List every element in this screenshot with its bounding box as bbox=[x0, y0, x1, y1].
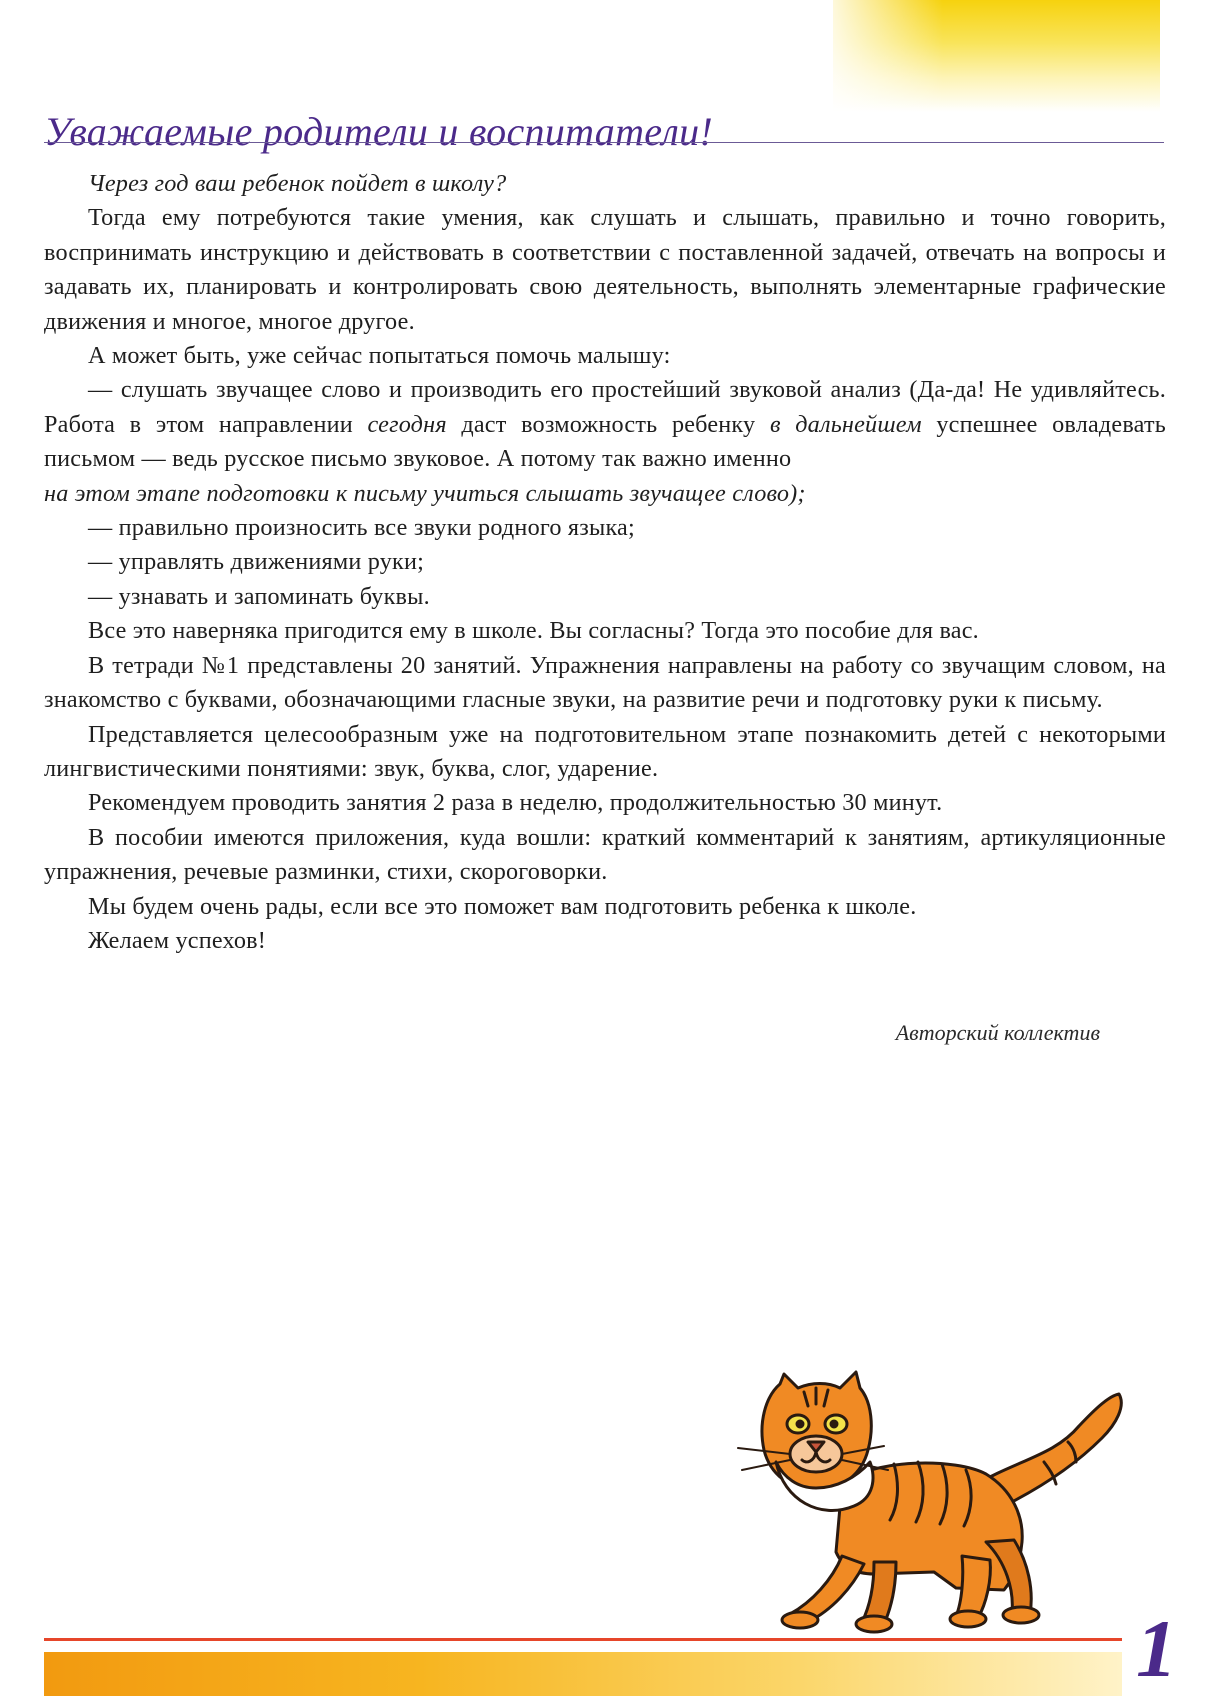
list-item-hand-movements: — управлять движениями руки; bbox=[88, 548, 425, 576]
corner-decoration bbox=[833, 0, 1160, 112]
list-item-text: успешнее овладевать письмом — ведь русское письмо звуковое. А потому так важно именно bbox=[44, 410, 1166, 473]
paragraph-agree: Все это наверняка пригодится ему в школе. Вы согласны? Тогда это пособие для вас. bbox=[88, 617, 979, 645]
paragraph-glad: Мы будем очень рады, если все это поможет вам подготовить ребенка к школе. bbox=[88, 892, 917, 920]
paragraph-list-item-continuation: на этом этапе подготовки к письму учиться слышать звучащее слово); bbox=[44, 479, 806, 507]
page-number: 1 bbox=[1136, 1603, 1177, 1694]
footer-rule bbox=[44, 1638, 1122, 1641]
paragraph-list-item-listening bbox=[44, 373, 1166, 476]
paragraph-skills: Тогда ему потребуются такие умения, как слушать и слышать, правильно и точно говорить, воспринимать инструкцию и действовать в соответствии с поставленной задачей, отвечать на вопросы и задавать их, планировать и контролировать свою деятельность, выполнять элементарные графические движения и многое, многое другое. bbox=[44, 204, 1166, 335]
list-item-letters: — узнавать и запоминать буквы. bbox=[88, 582, 430, 610]
emphasis-today: сегодня bbox=[367, 410, 447, 438]
emphasis-future: в дальнейшем bbox=[769, 410, 922, 438]
paragraph-appendix: В пособии имеются приложения, куда вошли: краткий комментарий к занятиям, артикуляционные упражнения, речевые разминки, стихи, скороговорки. bbox=[44, 823, 1166, 886]
paragraph-question: Через год ваш ребенок пойдет в школу? bbox=[88, 170, 507, 197]
signature: Авторский коллектив bbox=[895, 1020, 1100, 1045]
list-item-text: — слушать звучащее слово и производить его простейший звуковой анализ (Да-да! Не удивляйтесь. Работа в этом направлении bbox=[44, 376, 1166, 438]
title-underline bbox=[44, 142, 1164, 143]
list-item-text: даст возможность ребенку bbox=[461, 410, 756, 438]
paragraph-linguistic: Представляется целесообразным уже на подготовительном этапе познакомить детей с некоторыми лингвистическими понятиями: звук, буква, слог, ударение. bbox=[44, 720, 1166, 782]
footer-band bbox=[44, 1652, 1122, 1696]
paragraph-intro-list: А может быть, уже сейчас попытаться помочь малышу: bbox=[88, 342, 671, 370]
page-title: Уважаемые родители и воспитатели! bbox=[44, 109, 714, 154]
list-item-pronunciation: — правильно произносить все звуки родного языка; bbox=[88, 514, 635, 542]
letter-body bbox=[44, 167, 1166, 958]
paragraph-schedule: Рекомендуем проводить занятия 2 раза в неделю, продолжительностью 30 минут. bbox=[88, 789, 943, 817]
cat-illustration bbox=[724, 1366, 1130, 1636]
paragraph-wishes: Желаем успехов! bbox=[88, 926, 267, 954]
paragraph-notebook: В тетради №1 представлены 20 занятий. Упражнения направлены на работу со звучащим словом, на знакомство с буквами, обозначающими гласные звуки, на развитие речи и подготовку руки к письму. bbox=[44, 651, 1166, 714]
